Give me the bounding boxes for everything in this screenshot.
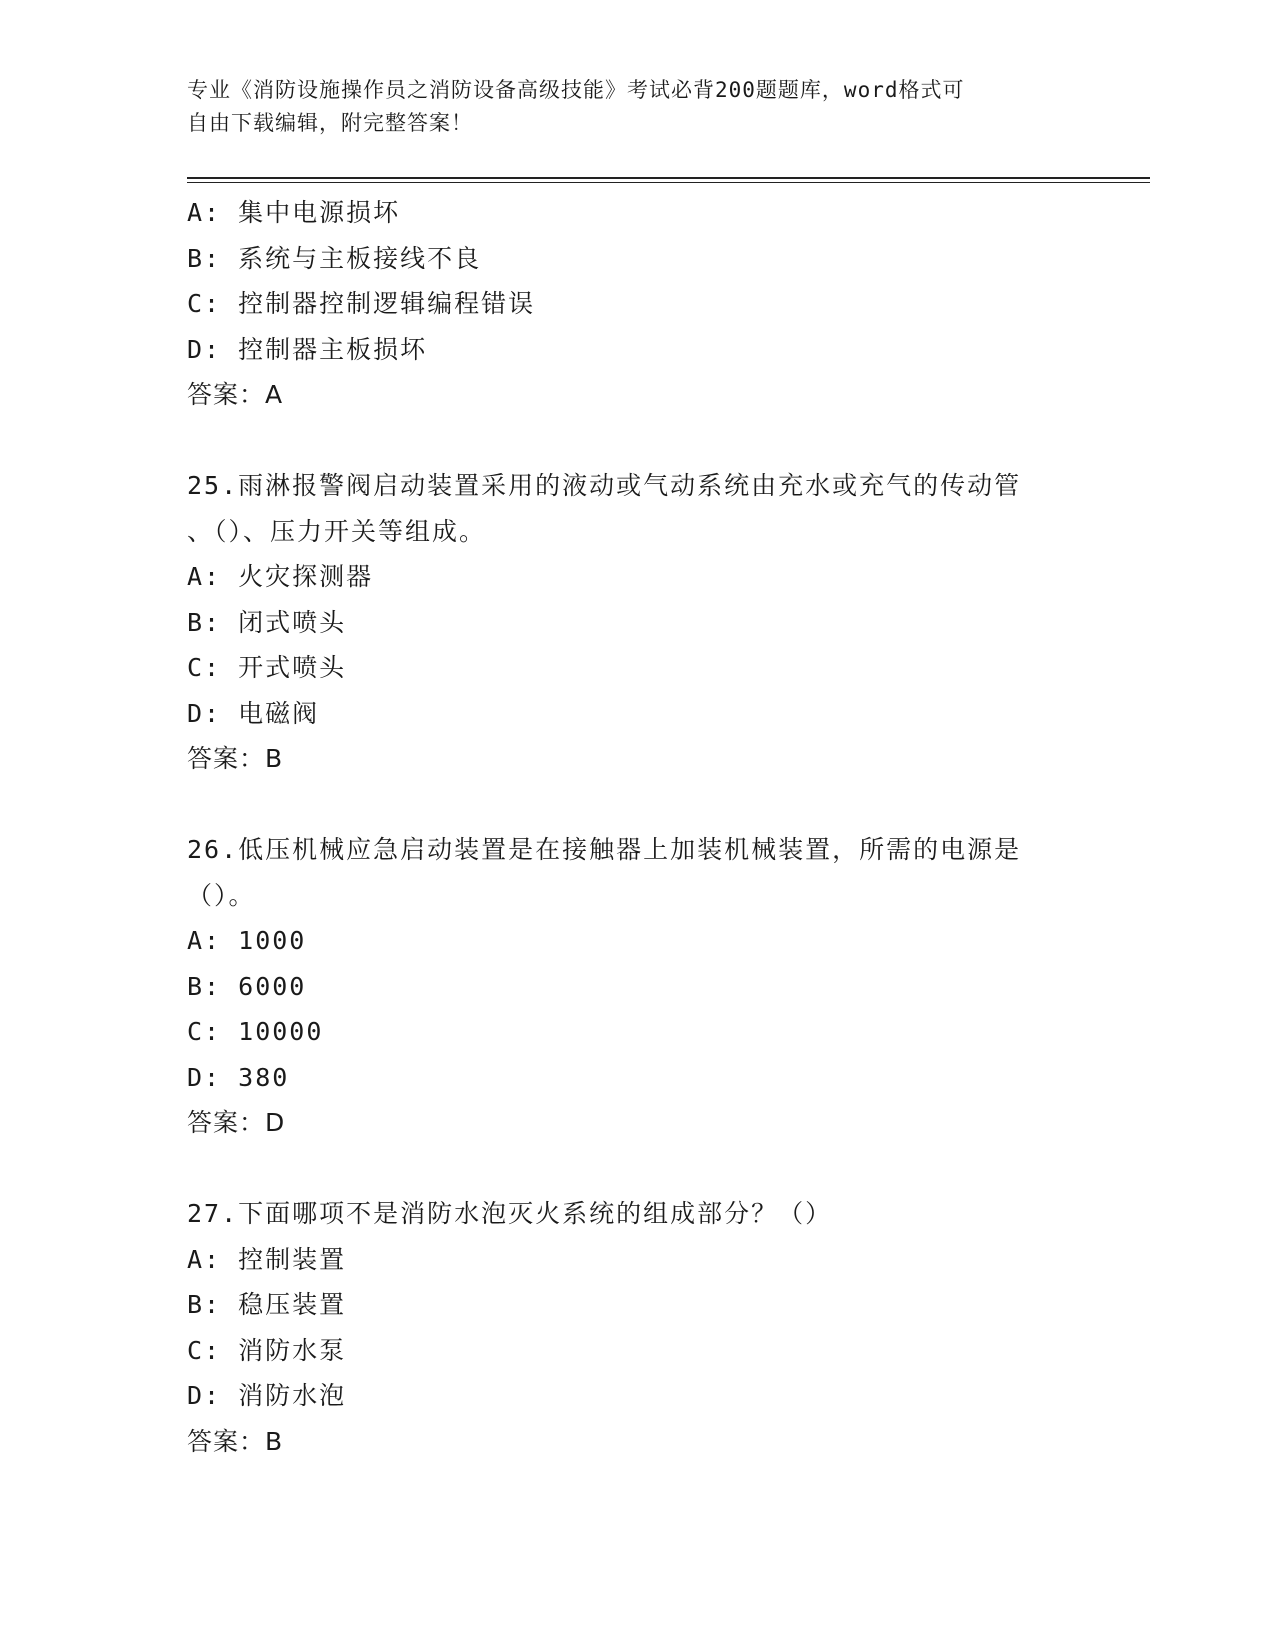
option-b: B: 6000: [187, 971, 307, 1001]
answer-line: 答案：A: [187, 380, 284, 409]
option-a: A: 1000: [187, 926, 307, 955]
question-stem-line-1: 27.下面哪项不是消防水泡灭火系统的组成部分？（）: [187, 1199, 833, 1228]
option-c: C: 开式喷头: [187, 653, 347, 682]
option-b: B: 系统与主板接线不良: [187, 243, 482, 273]
question-stem-line-2: 、（）、压力开关等组成。: [187, 516, 487, 546]
header-divider-thin: [187, 182, 1150, 183]
question-24-block: [187, 190, 1087, 418]
option-c: C: 消防水泵: [187, 1335, 347, 1365]
option-d: D: 电磁阀: [187, 698, 320, 728]
spacer: [187, 1146, 1087, 1192]
answer-line: 答案：D: [187, 1108, 286, 1137]
option-c: C: 控制器控制逻辑编程错误: [187, 289, 536, 318]
answer-line: 答案：B: [187, 1426, 284, 1456]
question-stem-line-1: 26.低压机械应急启动装置是在接触器上加装机械装置，所需的电源是: [187, 835, 1022, 864]
header-line-1: 专业《消防设施操作员之消防设备高级技能》考试必背200题题库，word格式可: [187, 78, 965, 102]
option-a: A: 火灾探测器: [187, 562, 374, 591]
question-stem-line-1: 25.雨淋报警阀启动装置采用的液动或气动系统由充水或充气的传动管: [187, 471, 1022, 500]
option-a: A: 控制装置: [187, 1244, 347, 1274]
question-stem-line-2: （）。: [187, 880, 256, 910]
option-d: D: 控制器主板损坏: [187, 334, 428, 364]
option-a: A: 集中电源损坏: [187, 198, 401, 227]
spacer: [187, 418, 1087, 464]
document-header: [187, 74, 1067, 140]
question-26-block: [187, 827, 1087, 1146]
answer-line: 答案：B: [187, 744, 284, 773]
option-b: B: 稳压装置: [187, 1290, 347, 1319]
question-content: [187, 190, 1087, 1464]
option-c: C: 10000: [187, 1017, 324, 1046]
header-divider-thick: [187, 177, 1150, 179]
option-b: B: 闭式喷头: [187, 607, 347, 637]
header-line-2: 自由下载编辑，附完整答案！: [187, 111, 473, 135]
question-25-block: [187, 463, 1087, 782]
spacer: [187, 782, 1087, 828]
question-27-block: [187, 1191, 1087, 1464]
option-d: D: 380: [187, 1062, 290, 1092]
option-d: D: 消防水泡: [187, 1381, 347, 1410]
